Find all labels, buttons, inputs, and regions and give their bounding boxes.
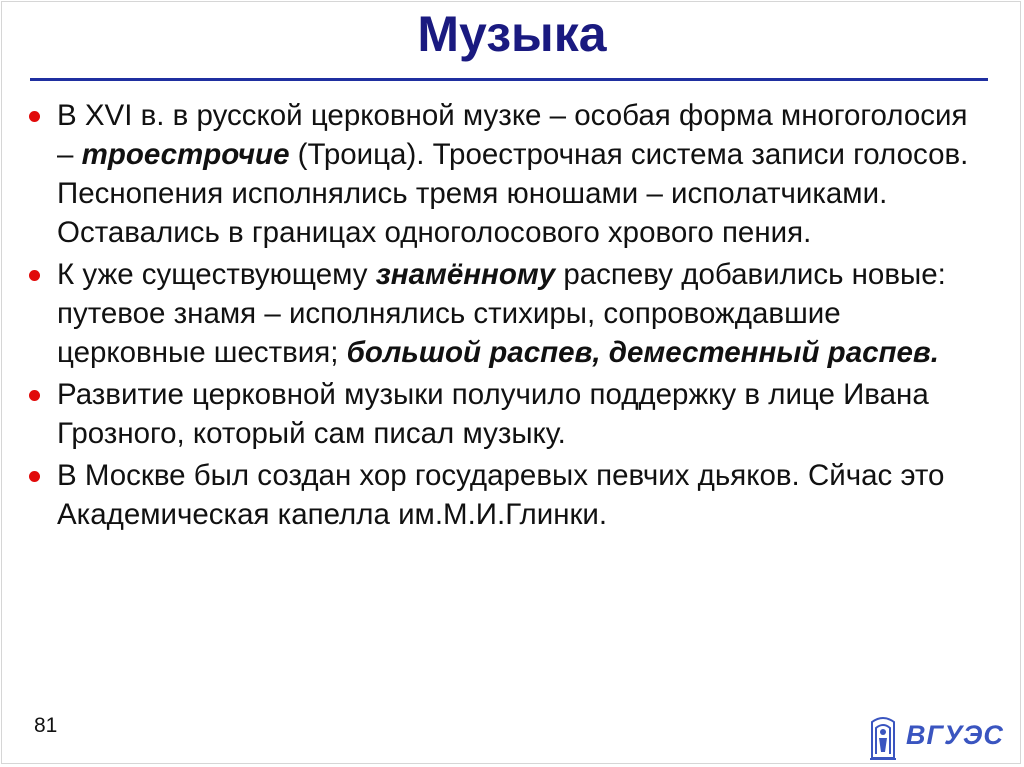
bullet-text-segment: К уже существующему [57, 258, 376, 291]
bullet-dot-icon [29, 111, 40, 122]
bullet-text-segment: распеву добавились новые: путевое знамя – исполнялись стихиры, сопровождавшие церковные шествия; [57, 258, 946, 369]
bullet-text [57, 99, 968, 249]
bullet-item [28, 456, 988, 534]
page-number: 81 [34, 714, 58, 737]
bullet-item [28, 96, 988, 252]
logo-emblem-icon [866, 712, 900, 762]
bullet-dot-icon [29, 270, 40, 281]
bullet-text [57, 459, 944, 531]
bullet-list [28, 96, 988, 537]
logo-text: ВГУЭС [906, 720, 1004, 750]
bullet-item [28, 375, 988, 453]
university-logo [866, 712, 1004, 764]
bullet-item [28, 255, 988, 372]
bullet-dot-icon [29, 471, 40, 482]
bullet-text-segment: Развитие церковной музыки получило поддержку в лице Ивана Грозного, который сам писал музыку. [57, 378, 929, 450]
bullet-text-segment: В Москве был создан хор государевых певчих дьяков. Сйчас это Академическая капелла им.М.И.Глинки. [57, 459, 945, 531]
bullet-emphasis: большой распев, деместенный распев. [346, 336, 939, 369]
bullet-dot-icon [29, 390, 40, 401]
bullet-text-segment: В XVI в. в русской церковной музке – особая форма многоголосия – [57, 99, 968, 171]
slide-title: Музыка [417, 6, 607, 62]
bullet-emphasis: троестрочие [81, 138, 290, 171]
title-divider [30, 78, 988, 81]
bullet-text [57, 258, 946, 369]
bullet-emphasis: знамённому [375, 258, 556, 291]
bullet-text-segment: (Троица). Троестрочная система записи голосов. Песнопения исполнялись тремя юношами – исполатчиками. Оставались в границах одноголосового хрового пения. [57, 138, 969, 249]
bullet-text [57, 378, 929, 450]
